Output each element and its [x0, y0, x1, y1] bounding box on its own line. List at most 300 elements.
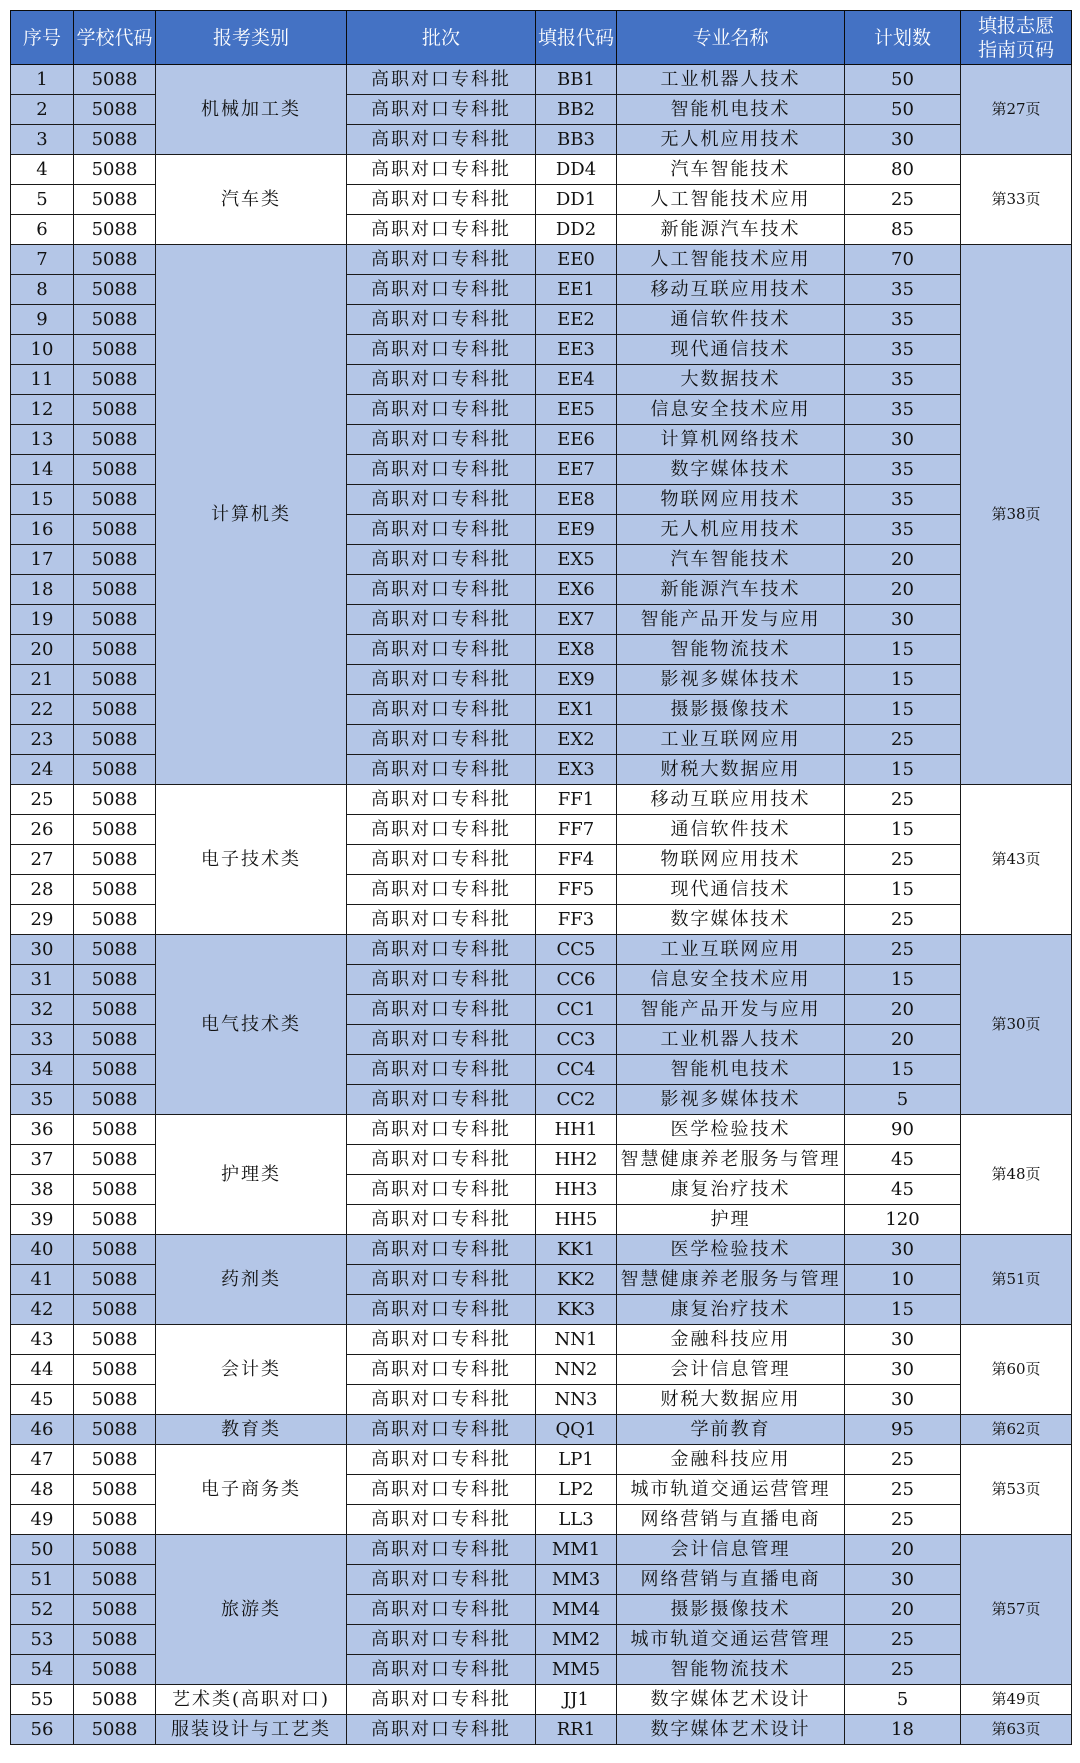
cell-plan: 25: [845, 785, 961, 815]
cell-batch: 高职对口专科批: [347, 1475, 536, 1505]
cell-batch: 高职对口专科批: [347, 1715, 536, 1745]
cell-school-code: 5088: [74, 1445, 156, 1475]
table-row: [11, 935, 1072, 965]
cell-major: 护理: [617, 1205, 845, 1235]
cell-fill-code: JJ1: [536, 1685, 617, 1715]
cell-fill-code: EE0: [536, 245, 617, 275]
cell-school-code: 5088: [74, 545, 156, 575]
cell-fill-code: EE1: [536, 275, 617, 305]
cell-batch: 高职对口专科批: [347, 815, 536, 845]
cell-fill-code: CC6: [536, 965, 617, 995]
cell-plan: 25: [845, 845, 961, 875]
cell-major: 财税大数据应用: [617, 755, 845, 785]
cell-batch: 高职对口专科批: [347, 665, 536, 695]
cell-school-code: 5088: [74, 1085, 156, 1115]
cell-batch: 高职对口专科批: [347, 335, 536, 365]
header-batch: 批次: [347, 11, 536, 65]
cell-plan: 30: [845, 125, 961, 155]
cell-school-code: 5088: [74, 665, 156, 695]
cell-plan: 20: [845, 995, 961, 1025]
cell-major: 摄影摄像技术: [617, 695, 845, 725]
cell-fill-code: HH2: [536, 1145, 617, 1175]
cell-school-code: 5088: [74, 95, 156, 125]
cell-school-code: 5088: [74, 995, 156, 1025]
cell-index: 45: [11, 1385, 74, 1415]
cell-batch: 高职对口专科批: [347, 1565, 536, 1595]
cell-index: 29: [11, 905, 74, 935]
cell-batch: 高职对口专科批: [347, 155, 536, 185]
cell-school-code: 5088: [74, 1385, 156, 1415]
cell-batch: 高职对口专科批: [347, 65, 536, 95]
cell-school-code: 5088: [74, 815, 156, 845]
cell-fill-code: FF4: [536, 845, 617, 875]
cell-index: 43: [11, 1325, 74, 1355]
cell-fill-code: CC3: [536, 1025, 617, 1055]
cell-index: 17: [11, 545, 74, 575]
cell-category: 艺术类(高职对口): [156, 1685, 347, 1715]
cell-batch: 高职对口专科批: [347, 95, 536, 125]
cell-guide-page: 第60页: [961, 1325, 1072, 1415]
cell-batch: 高职对口专科批: [347, 215, 536, 245]
cell-category: 汽车类: [156, 155, 347, 245]
header-category: 报考类别: [156, 11, 347, 65]
cell-index: 7: [11, 245, 74, 275]
cell-index: 22: [11, 695, 74, 725]
cell-fill-code: KK3: [536, 1295, 617, 1325]
cell-school-code: 5088: [74, 965, 156, 995]
cell-batch: 高职对口专科批: [347, 785, 536, 815]
cell-guide-page: 第49页: [961, 1685, 1072, 1715]
cell-plan: 25: [845, 725, 961, 755]
cell-plan: 25: [845, 1475, 961, 1505]
cell-school-code: 5088: [74, 605, 156, 635]
cell-plan: 20: [845, 1025, 961, 1055]
cell-index: 51: [11, 1565, 74, 1595]
cell-plan: 15: [845, 1295, 961, 1325]
cell-fill-code: LL3: [536, 1505, 617, 1535]
cell-fill-code: EX1: [536, 695, 617, 725]
cell-major: 工业互联网应用: [617, 935, 845, 965]
cell-school-code: 5088: [74, 1565, 156, 1595]
cell-major: 汽车智能技术: [617, 545, 845, 575]
cell-index: 15: [11, 485, 74, 515]
cell-school-code: 5088: [74, 1115, 156, 1145]
cell-batch: 高职对口专科批: [347, 875, 536, 905]
cell-plan: 15: [845, 695, 961, 725]
cell-major: 无人机应用技术: [617, 515, 845, 545]
cell-major: 医学检验技术: [617, 1115, 845, 1145]
cell-major: 工业机器人技术: [617, 65, 845, 95]
cell-plan: 30: [845, 605, 961, 635]
cell-plan: 45: [845, 1145, 961, 1175]
cell-school-code: 5088: [74, 245, 156, 275]
cell-major: 会计信息管理: [617, 1355, 845, 1385]
cell-batch: 高职对口专科批: [347, 185, 536, 215]
cell-guide-page: 第27页: [961, 65, 1072, 155]
cell-batch: 高职对口专科批: [347, 1235, 536, 1265]
cell-major: 移动互联应用技术: [617, 785, 845, 815]
cell-major: 城市轨道交通运营管理: [617, 1475, 845, 1505]
cell-major: 摄影摄像技术: [617, 1595, 845, 1625]
cell-batch: 高职对口专科批: [347, 635, 536, 665]
table-header-row: [11, 11, 1072, 65]
cell-batch: 高职对口专科批: [347, 1325, 536, 1355]
table-row: [11, 1235, 1072, 1265]
cell-plan: 30: [845, 1355, 961, 1385]
cell-school-code: 5088: [74, 845, 156, 875]
cell-major: 数字媒体艺术设计: [617, 1685, 845, 1715]
cell-fill-code: NN3: [536, 1385, 617, 1415]
cell-fill-code: FF7: [536, 815, 617, 845]
cell-batch: 高职对口专科批: [347, 905, 536, 935]
cell-index: 2: [11, 95, 74, 125]
cell-index: 53: [11, 1625, 74, 1655]
cell-guide-page: 第51页: [961, 1235, 1072, 1325]
cell-fill-code: DD1: [536, 185, 617, 215]
cell-fill-code: EE5: [536, 395, 617, 425]
cell-major: 工业机器人技术: [617, 1025, 845, 1055]
cell-guide-page: 第38页: [961, 245, 1072, 785]
cell-major: 计算机网络技术: [617, 425, 845, 455]
cell-fill-code: KK2: [536, 1265, 617, 1295]
cell-school-code: 5088: [74, 485, 156, 515]
cell-major: 汽车智能技术: [617, 155, 845, 185]
cell-fill-code: HH3: [536, 1175, 617, 1205]
cell-major: 信息安全技术应用: [617, 965, 845, 995]
cell-batch: 高职对口专科批: [347, 605, 536, 635]
cell-major: 智能机电技术: [617, 1055, 845, 1085]
cell-plan: 20: [845, 1535, 961, 1565]
cell-plan: 35: [845, 515, 961, 545]
cell-school-code: 5088: [74, 1415, 156, 1445]
cell-fill-code: KK1: [536, 1235, 617, 1265]
cell-batch: 高职对口专科批: [347, 1385, 536, 1415]
cell-index: 38: [11, 1175, 74, 1205]
cell-index: 13: [11, 425, 74, 455]
cell-guide-page: 第57页: [961, 1535, 1072, 1685]
cell-major: 信息安全技术应用: [617, 395, 845, 425]
cell-batch: 高职对口专科批: [347, 575, 536, 605]
cell-index: 37: [11, 1145, 74, 1175]
cell-fill-code: LP1: [536, 1445, 617, 1475]
cell-major: 新能源汽车技术: [617, 575, 845, 605]
cell-plan: 15: [845, 965, 961, 995]
cell-major: 智能产品开发与应用: [617, 995, 845, 1025]
cell-index: 5: [11, 185, 74, 215]
cell-school-code: 5088: [74, 515, 156, 545]
cell-major: 移动互联应用技术: [617, 275, 845, 305]
cell-guide-page: 第43页: [961, 785, 1072, 935]
cell-category: 电气技术类: [156, 935, 347, 1115]
cell-major: 影视多媒体技术: [617, 1085, 845, 1115]
cell-major: 网络营销与直播电商: [617, 1565, 845, 1595]
cell-school-code: 5088: [74, 1715, 156, 1745]
cell-major: 康复治疗技术: [617, 1175, 845, 1205]
cell-index: 12: [11, 395, 74, 425]
cell-fill-code: FF5: [536, 875, 617, 905]
cell-index: 21: [11, 665, 74, 695]
cell-batch: 高职对口专科批: [347, 1115, 536, 1145]
cell-batch: 高职对口专科批: [347, 935, 536, 965]
cell-school-code: 5088: [74, 305, 156, 335]
cell-fill-code: CC5: [536, 935, 617, 965]
cell-school-code: 5088: [74, 275, 156, 305]
cell-index: 49: [11, 1505, 74, 1535]
cell-index: 1: [11, 65, 74, 95]
cell-index: 39: [11, 1205, 74, 1235]
cell-school-code: 5088: [74, 1475, 156, 1505]
enrollment-plan-table: [10, 10, 1072, 1745]
plan-table-container: [10, 10, 1072, 1745]
cell-plan: 25: [845, 935, 961, 965]
table-row: [11, 785, 1072, 815]
cell-batch: 高职对口专科批: [347, 545, 536, 575]
cell-batch: 高职对口专科批: [347, 845, 536, 875]
cell-index: 56: [11, 1715, 74, 1745]
cell-category: 旅游类: [156, 1535, 347, 1685]
cell-index: 52: [11, 1595, 74, 1625]
cell-major: 数字媒体艺术设计: [617, 1715, 845, 1745]
cell-plan: 35: [845, 485, 961, 515]
cell-fill-code: QQ1: [536, 1415, 617, 1445]
cell-school-code: 5088: [74, 1145, 156, 1175]
cell-school-code: 5088: [74, 1625, 156, 1655]
header-major: 专业名称: [617, 11, 845, 65]
cell-index: 50: [11, 1535, 74, 1565]
cell-school-code: 5088: [74, 785, 156, 815]
cell-index: 36: [11, 1115, 74, 1145]
header-school-code: 学校代码: [74, 11, 156, 65]
cell-major: 金融科技应用: [617, 1445, 845, 1475]
cell-batch: 高职对口专科批: [347, 1295, 536, 1325]
cell-batch: 高职对口专科批: [347, 1625, 536, 1655]
cell-school-code: 5088: [74, 65, 156, 95]
table-row: [11, 1685, 1072, 1715]
cell-plan: 10: [845, 1265, 961, 1295]
cell-school-code: 5088: [74, 1355, 156, 1385]
header-index: 序号: [11, 11, 74, 65]
cell-plan: 50: [845, 95, 961, 125]
cell-batch: 高职对口专科批: [347, 1355, 536, 1385]
cell-index: 6: [11, 215, 74, 245]
cell-plan: 30: [845, 425, 961, 455]
cell-plan: 25: [845, 1655, 961, 1685]
cell-school-code: 5088: [74, 125, 156, 155]
cell-index: 24: [11, 755, 74, 785]
cell-batch: 高职对口专科批: [347, 365, 536, 395]
cell-major: 物联网应用技术: [617, 485, 845, 515]
table-row: [11, 65, 1072, 95]
cell-batch: 高职对口专科批: [347, 395, 536, 425]
cell-major: 现代通信技术: [617, 335, 845, 365]
cell-batch: 高职对口专科批: [347, 725, 536, 755]
cell-batch: 高职对口专科批: [347, 1595, 536, 1625]
cell-major: 人工智能技术应用: [617, 245, 845, 275]
cell-plan: 25: [845, 1445, 961, 1475]
cell-major: 智能物流技术: [617, 1655, 845, 1685]
cell-fill-code: HH5: [536, 1205, 617, 1235]
cell-batch: 高职对口专科批: [347, 755, 536, 785]
cell-index: 41: [11, 1265, 74, 1295]
cell-batch: 高职对口专科批: [347, 1505, 536, 1535]
header-guide-page-line1: 填报志愿: [977, 14, 1054, 37]
cell-plan: 120: [845, 1205, 961, 1235]
cell-batch: 高职对口专科批: [347, 1205, 536, 1235]
cell-fill-code: EE7: [536, 455, 617, 485]
cell-guide-page: 第53页: [961, 1445, 1072, 1535]
cell-fill-code: LP2: [536, 1475, 617, 1505]
cell-school-code: 5088: [74, 875, 156, 905]
cell-school-code: 5088: [74, 1025, 156, 1055]
cell-index: 26: [11, 815, 74, 845]
cell-index: 28: [11, 875, 74, 905]
cell-major: 数字媒体技术: [617, 455, 845, 485]
cell-index: 3: [11, 125, 74, 155]
cell-batch: 高职对口专科批: [347, 1145, 536, 1175]
cell-plan: 35: [845, 275, 961, 305]
cell-batch: 高职对口专科批: [347, 965, 536, 995]
cell-category: 机械加工类: [156, 65, 347, 155]
cell-index: 34: [11, 1055, 74, 1085]
cell-major: 智能物流技术: [617, 635, 845, 665]
table-body: [11, 65, 1072, 1745]
cell-fill-code: RR1: [536, 1715, 617, 1745]
table-row: [11, 1415, 1072, 1445]
cell-major: 金融科技应用: [617, 1325, 845, 1355]
cell-plan: 15: [845, 875, 961, 905]
cell-school-code: 5088: [74, 695, 156, 725]
cell-fill-code: EX7: [536, 605, 617, 635]
cell-school-code: 5088: [74, 425, 156, 455]
cell-school-code: 5088: [74, 1595, 156, 1625]
cell-fill-code: EE8: [536, 485, 617, 515]
cell-fill-code: BB2: [536, 95, 617, 125]
cell-school-code: 5088: [74, 1325, 156, 1355]
table-row: [11, 1535, 1072, 1565]
cell-index: 23: [11, 725, 74, 755]
table-row: [11, 245, 1072, 275]
cell-category: 护理类: [156, 1115, 347, 1235]
cell-major: 数字媒体技术: [617, 905, 845, 935]
cell-plan: 20: [845, 1595, 961, 1625]
cell-school-code: 5088: [74, 1055, 156, 1085]
cell-plan: 30: [845, 1385, 961, 1415]
cell-major: 智能机电技术: [617, 95, 845, 125]
cell-major: 会计信息管理: [617, 1535, 845, 1565]
cell-fill-code: DD2: [536, 215, 617, 245]
cell-plan: 35: [845, 365, 961, 395]
cell-index: 47: [11, 1445, 74, 1475]
cell-guide-page: 第33页: [961, 155, 1072, 245]
cell-fill-code: FF1: [536, 785, 617, 815]
cell-major: 无人机应用技术: [617, 125, 845, 155]
cell-major: 智能产品开发与应用: [617, 605, 845, 635]
cell-fill-code: HH1: [536, 1115, 617, 1145]
cell-batch: 高职对口专科批: [347, 1175, 536, 1205]
cell-index: 31: [11, 965, 74, 995]
cell-index: 55: [11, 1685, 74, 1715]
cell-major: 智慧健康养老服务与管理: [617, 1265, 845, 1295]
cell-major: 医学检验技术: [617, 1235, 845, 1265]
cell-batch: 高职对口专科批: [347, 1055, 536, 1085]
cell-batch: 高职对口专科批: [347, 425, 536, 455]
cell-category: 会计类: [156, 1325, 347, 1415]
cell-plan: 15: [845, 635, 961, 665]
cell-school-code: 5088: [74, 395, 156, 425]
cell-batch: 高职对口专科批: [347, 275, 536, 305]
cell-fill-code: EE6: [536, 425, 617, 455]
cell-fill-code: EE2: [536, 305, 617, 335]
cell-fill-code: MM4: [536, 1595, 617, 1625]
cell-school-code: 5088: [74, 1685, 156, 1715]
cell-plan: 30: [845, 1235, 961, 1265]
cell-index: 30: [11, 935, 74, 965]
cell-plan: 45: [845, 1175, 961, 1205]
cell-plan: 18: [845, 1715, 961, 1745]
cell-index: 4: [11, 155, 74, 185]
cell-plan: 35: [845, 395, 961, 425]
header-guide-page-line2: 指南页码: [977, 38, 1054, 61]
cell-index: 44: [11, 1355, 74, 1385]
cell-index: 40: [11, 1235, 74, 1265]
cell-batch: 高职对口专科批: [347, 695, 536, 725]
cell-index: 54: [11, 1655, 74, 1685]
cell-plan: 15: [845, 1055, 961, 1085]
cell-batch: 高职对口专科批: [347, 1535, 536, 1565]
table-row: [11, 1325, 1072, 1355]
cell-plan: 30: [845, 1325, 961, 1355]
cell-plan: 25: [845, 1505, 961, 1535]
cell-school-code: 5088: [74, 1505, 156, 1535]
cell-fill-code: MM2: [536, 1625, 617, 1655]
cell-fill-code: EX3: [536, 755, 617, 785]
cell-index: 11: [11, 365, 74, 395]
header-guide-page: [961, 11, 1072, 65]
cell-index: 42: [11, 1295, 74, 1325]
cell-batch: 高职对口专科批: [347, 245, 536, 275]
cell-index: 18: [11, 575, 74, 605]
cell-major: 通信软件技术: [617, 305, 845, 335]
cell-index: 19: [11, 605, 74, 635]
cell-index: 9: [11, 305, 74, 335]
cell-major: 工业互联网应用: [617, 725, 845, 755]
cell-school-code: 5088: [74, 1175, 156, 1205]
cell-batch: 高职对口专科批: [347, 455, 536, 485]
table-row: [11, 1715, 1072, 1745]
cell-category: 电子技术类: [156, 785, 347, 935]
cell-plan: 20: [845, 545, 961, 575]
cell-batch: 高职对口专科批: [347, 1685, 536, 1715]
cell-school-code: 5088: [74, 335, 156, 365]
cell-major: 网络营销与直播电商: [617, 1505, 845, 1535]
cell-school-code: 5088: [74, 1235, 156, 1265]
cell-guide-page: 第30页: [961, 935, 1072, 1115]
cell-fill-code: BB1: [536, 65, 617, 95]
cell-school-code: 5088: [74, 155, 156, 185]
cell-index: 8: [11, 275, 74, 305]
cell-plan: 25: [845, 1625, 961, 1655]
cell-major: 学前教育: [617, 1415, 845, 1445]
cell-fill-code: EE9: [536, 515, 617, 545]
cell-index: 25: [11, 785, 74, 815]
cell-fill-code: EX6: [536, 575, 617, 605]
cell-index: 32: [11, 995, 74, 1025]
cell-guide-page: 第48页: [961, 1115, 1072, 1235]
table-row: [11, 155, 1072, 185]
cell-category: 计算机类: [156, 245, 347, 785]
cell-school-code: 5088: [74, 455, 156, 485]
cell-fill-code: CC2: [536, 1085, 617, 1115]
